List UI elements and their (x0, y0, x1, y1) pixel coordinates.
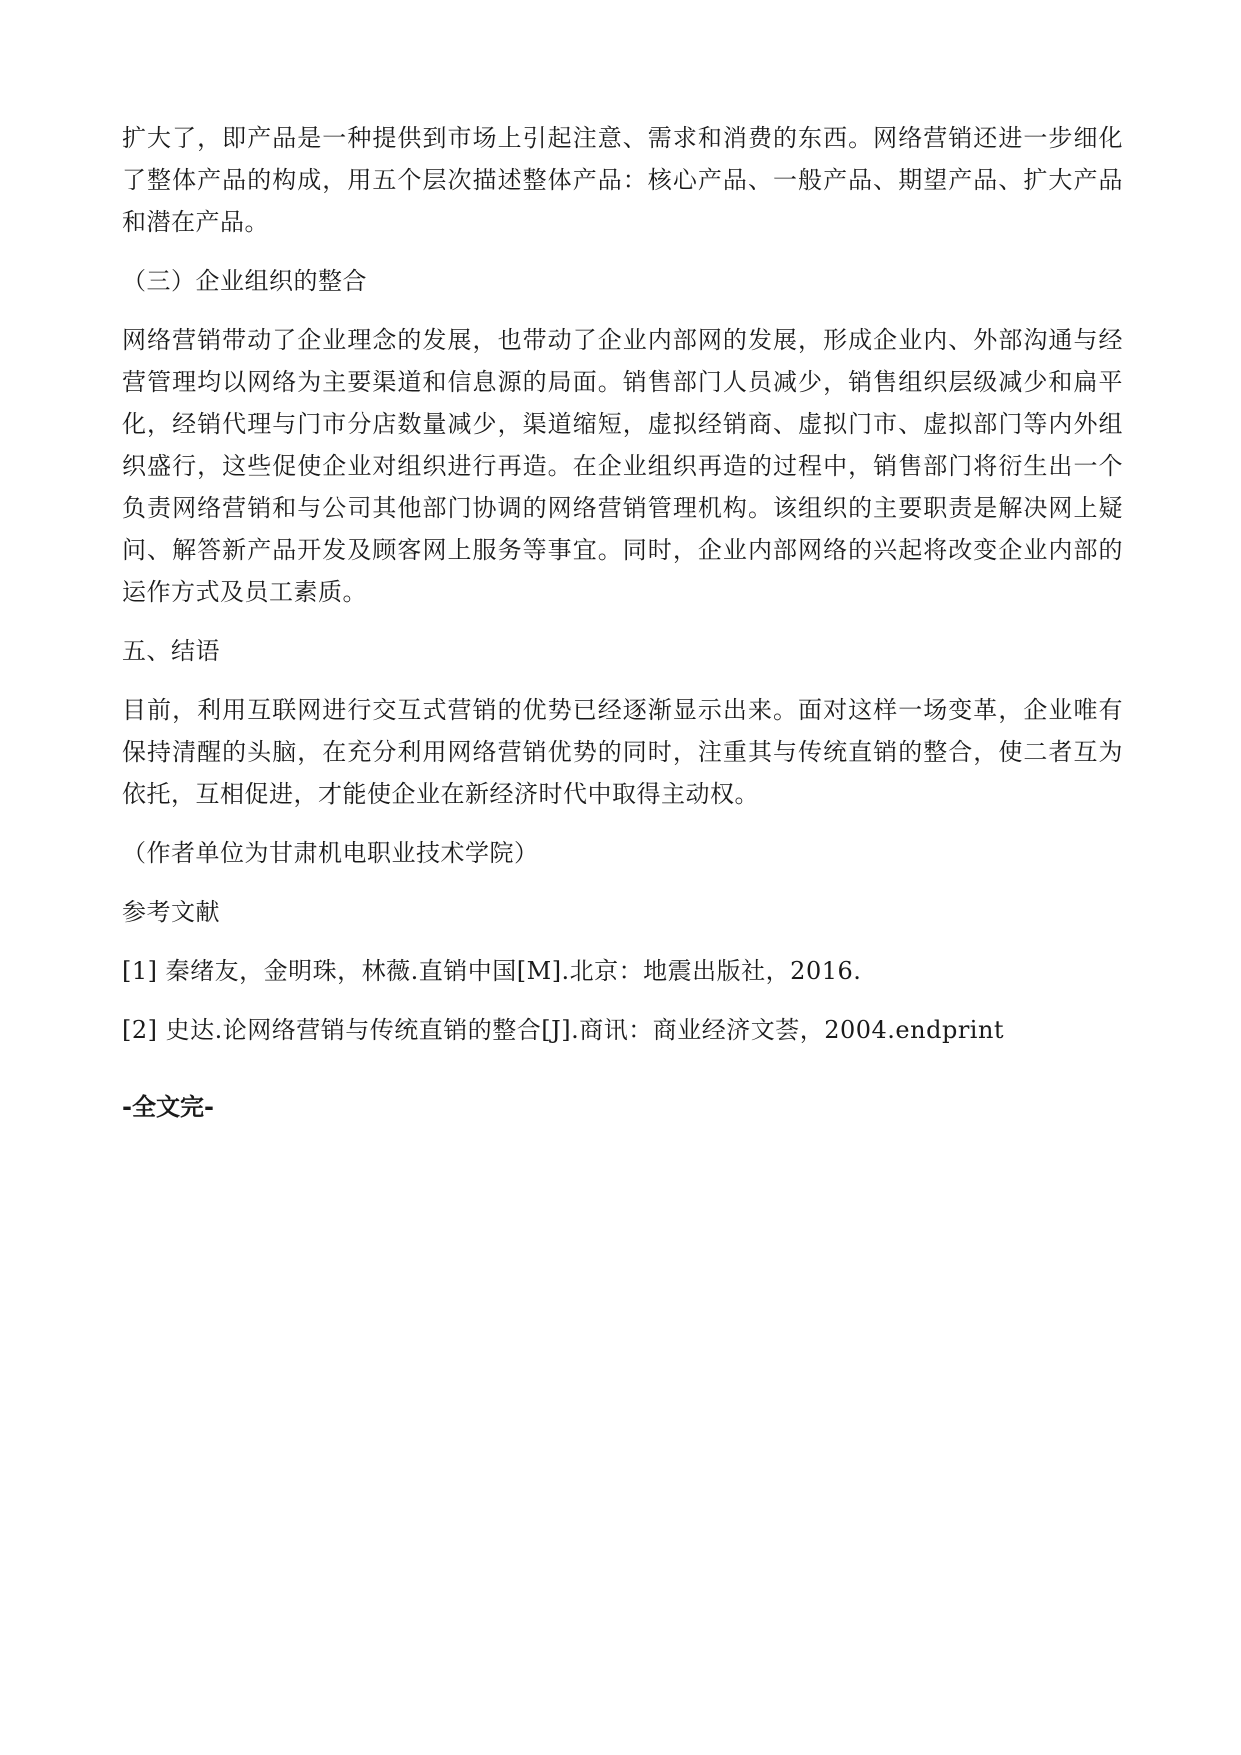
reference-item-1: [1] 秦绪友，金明珠，林薇.直销中国[M].北京：地震出版社，2016. (122, 957, 862, 985)
conclusion-heading: 五、结语 (122, 637, 220, 665)
section3-heading: （三）企业组织的整合 (122, 267, 367, 295)
references-heading: 参考文献 (122, 898, 220, 926)
end-mark: -全文完- (122, 1093, 214, 1121)
section3-paragraph: 网络营销带动了企业理念的发展，也带动了企业内部网的发展，形成企业内、外部沟通与经营管理均以网络为主要渠道和信息源的局面。销售部门人员减少，销售组织层级减少和扁平化，经销代理与门市分店数量减少，渠道缩短，虚拟经销商、虚拟门市、虚拟部门等内外组织盛行，这些促使企业对组织进行再造。在企业组织再造的过程中，销售部门将衍生出一个负责网络营销和与公司其他部门协调的网络营销管理机构。该组织的主要职责是解决网上疑问、解答新产品开发及顾客网上服务等事宜。同时，企业内部网络的兴起将改变企业内部的运作方式及员工素质。 (122, 326, 1123, 606)
reference-item-2: [2] 史达.论网络营销与传统直销的整合[J].商讯：商业经济文荟，2004.endprint (122, 1016, 1005, 1044)
intro-paragraph: 扩大了，即产品是一种提供到市场上引起注意、需求和消费的东西。网络营销还进一步细化了整体产品的构成，用五个层次描述整体产品：核心产品、一般产品、期望产品、扩大产品和潜在产品。 (122, 124, 1123, 236)
author-unit: （作者单位为甘肃机电职业技术学院） (122, 839, 539, 867)
conclusion-paragraph: 目前，利用互联网进行交互式营销的优势已经逐渐显示出来。面对这样一场变革，企业唯有保持清醒的头脑，在充分利用网络营销优势的同时，注重其与传统直销的整合，使二者互为依托，互相促进，才能使企业在新经济时代中取得主动权。 (122, 696, 1123, 808)
